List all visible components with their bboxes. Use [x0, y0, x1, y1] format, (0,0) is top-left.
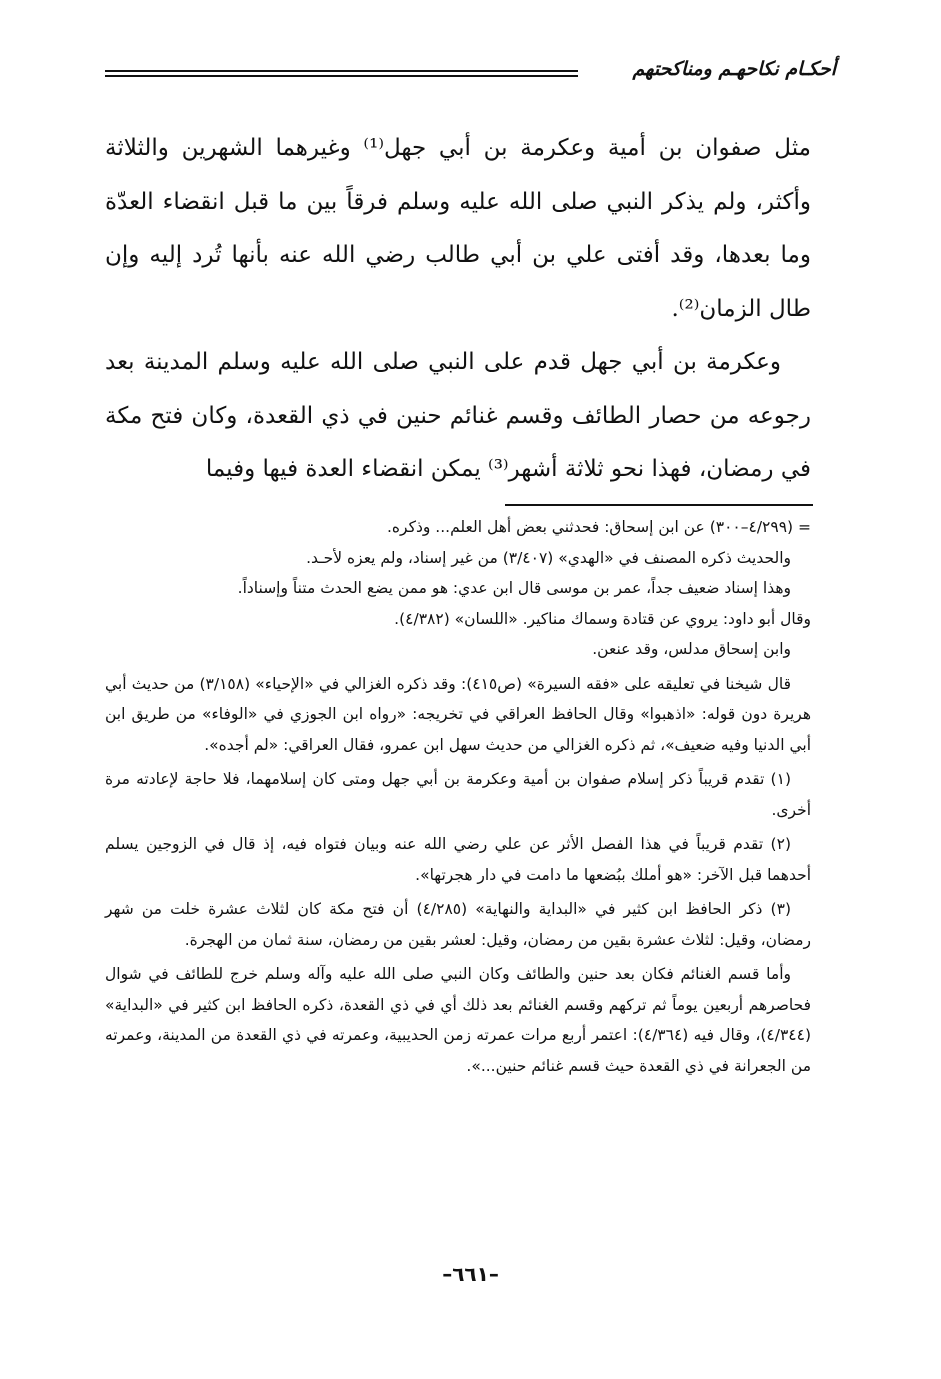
page-number: –٦٦١– [442, 1262, 499, 1286]
footnote-2: (٢) تقدم قريباً في هذا الفصل الأثر عن علي رضي الله عنه وبيان فتواه فيه، إذ قال في الزوجين يسلم أحدهما قبل الآخر: «هو أملك ببُضعها ما دامت في دار هجرتها». [105, 835, 811, 884]
header-rule-top [105, 70, 578, 72]
footnote-continuation: = (٤/٢٩٩–٣٠٠) عن ابن إسحاق: فحدثني بعض أهل العلم... وذكره. [387, 518, 811, 536]
footnote-3: (٣) ذكر الحافظ ابن كثير في «البداية والنهاية» (٤/٢٨٥) أن فتح مكة كان لثلاث عشرة خلت من شهر رمضان، وقيل: لثلاث عشرة بقين من رمضان، وقيل: لعشر بقين من رمضان، سنة ثمان من الهجرة. [105, 900, 811, 949]
footnote-line: وهذا إسناد ضعيف جداً، عمر بن موسى قال ابن عدي: هو ممن يضع الحدث متناً وإسناداً. [237, 579, 791, 597]
main-paragraph-1: مثل صفوان بن أمية وعكرمة بن أبي جهل⁽¹⁾ وغيرهما الشهرين والثلاثة وأكثر، ولم يذكر النبي صلى الله عليه وسلم فرقاً بين ما قبل انقضاء العدّة وما بعدها، وقد أفتى علي بن أبي طالب رضي الله عنه بأنها تُرد إليه وإن طال الزمان⁽²⁾. [105, 135, 811, 322]
footnote-line: وابن إسحاق مدلس، وقد عنعن. [592, 640, 791, 658]
footnote-line: وقال أبو داود: يروي عن قتادة وسماك مناكير. «اللسان» (٤/٣٨٢). [394, 609, 811, 628]
running-header [105, 56, 836, 96]
footnote-3-continued: وأما قسم الغنائم فكان بعد حنين والطائف وكان النبي صلى الله عليه وآله وسلم خرج للطائف في شوال فحاصرهم أربعين يوماً ثم تركهم وقسم الغنائم بعد ذلك أي في ذي القعدة، ذكره الحافظ ابن كثير في «البداية» (٤/٣٤٤)، وقال فيه (٤/٣٦٤): اعتمر أربع مرات عمرته زمن الحديبية، وعمرته في ذي القعدة من المدينة، وعمرته من الجعرانة في ذي القعدة حيث قسم غنائم حنين...». [105, 965, 811, 1075]
header-title: أحكـام نكاحهـم ومناكحتهم [632, 58, 836, 80]
footnote-1: (١) تقدم قريباً ذكر إسلام صفوان بن أمية وعكرمة بن أبي جهل ومتى كان إسلامهما، فلا حاجة لإعادته مرة أخرى. [105, 770, 811, 819]
header-rule-bottom [105, 75, 578, 77]
footnote-line: والحديث ذكره المصنف في «الهدي» (٣/٤٠٧) من غير إسناد، ولم يعزه لأحـد. [306, 548, 791, 567]
header-rule [105, 70, 578, 77]
footnote-line: قال شيخنا في تعليقه على «فقه السيرة» (ص٤١٥): وقد ذكره الغزالي في «الإحياء» (٣/١٥٨) من حديث أبي هريرة دون قوله: «اذهبوا» وقال الحافظ العراقي في تخريجه: «رواه ابن الجوزي في «الوفاء» من طريق ابن أبي الدنيا وفيه ضعيف»، ثم ذكره الغزالي من حديث سهل ابن عمرو، فقال العراقي: «لم أجده». [105, 674, 811, 754]
footnote-separator [505, 504, 813, 506]
main-text [105, 122, 811, 497]
footnotes [105, 512, 811, 1081]
main-paragraph-2: وعكرمة بن أبي جهل قدم على النبي صلى الله عليه وسلم المدينة بعد رجوعه من حصار الطائف وقسم غنائم حنين في ذي القعدة، وكان فتح مكة في رمضان، فهذا نحو ثلاثة أشهر⁽³⁾ يمكن انقضاء العدة فيها وفيما [105, 349, 811, 482]
